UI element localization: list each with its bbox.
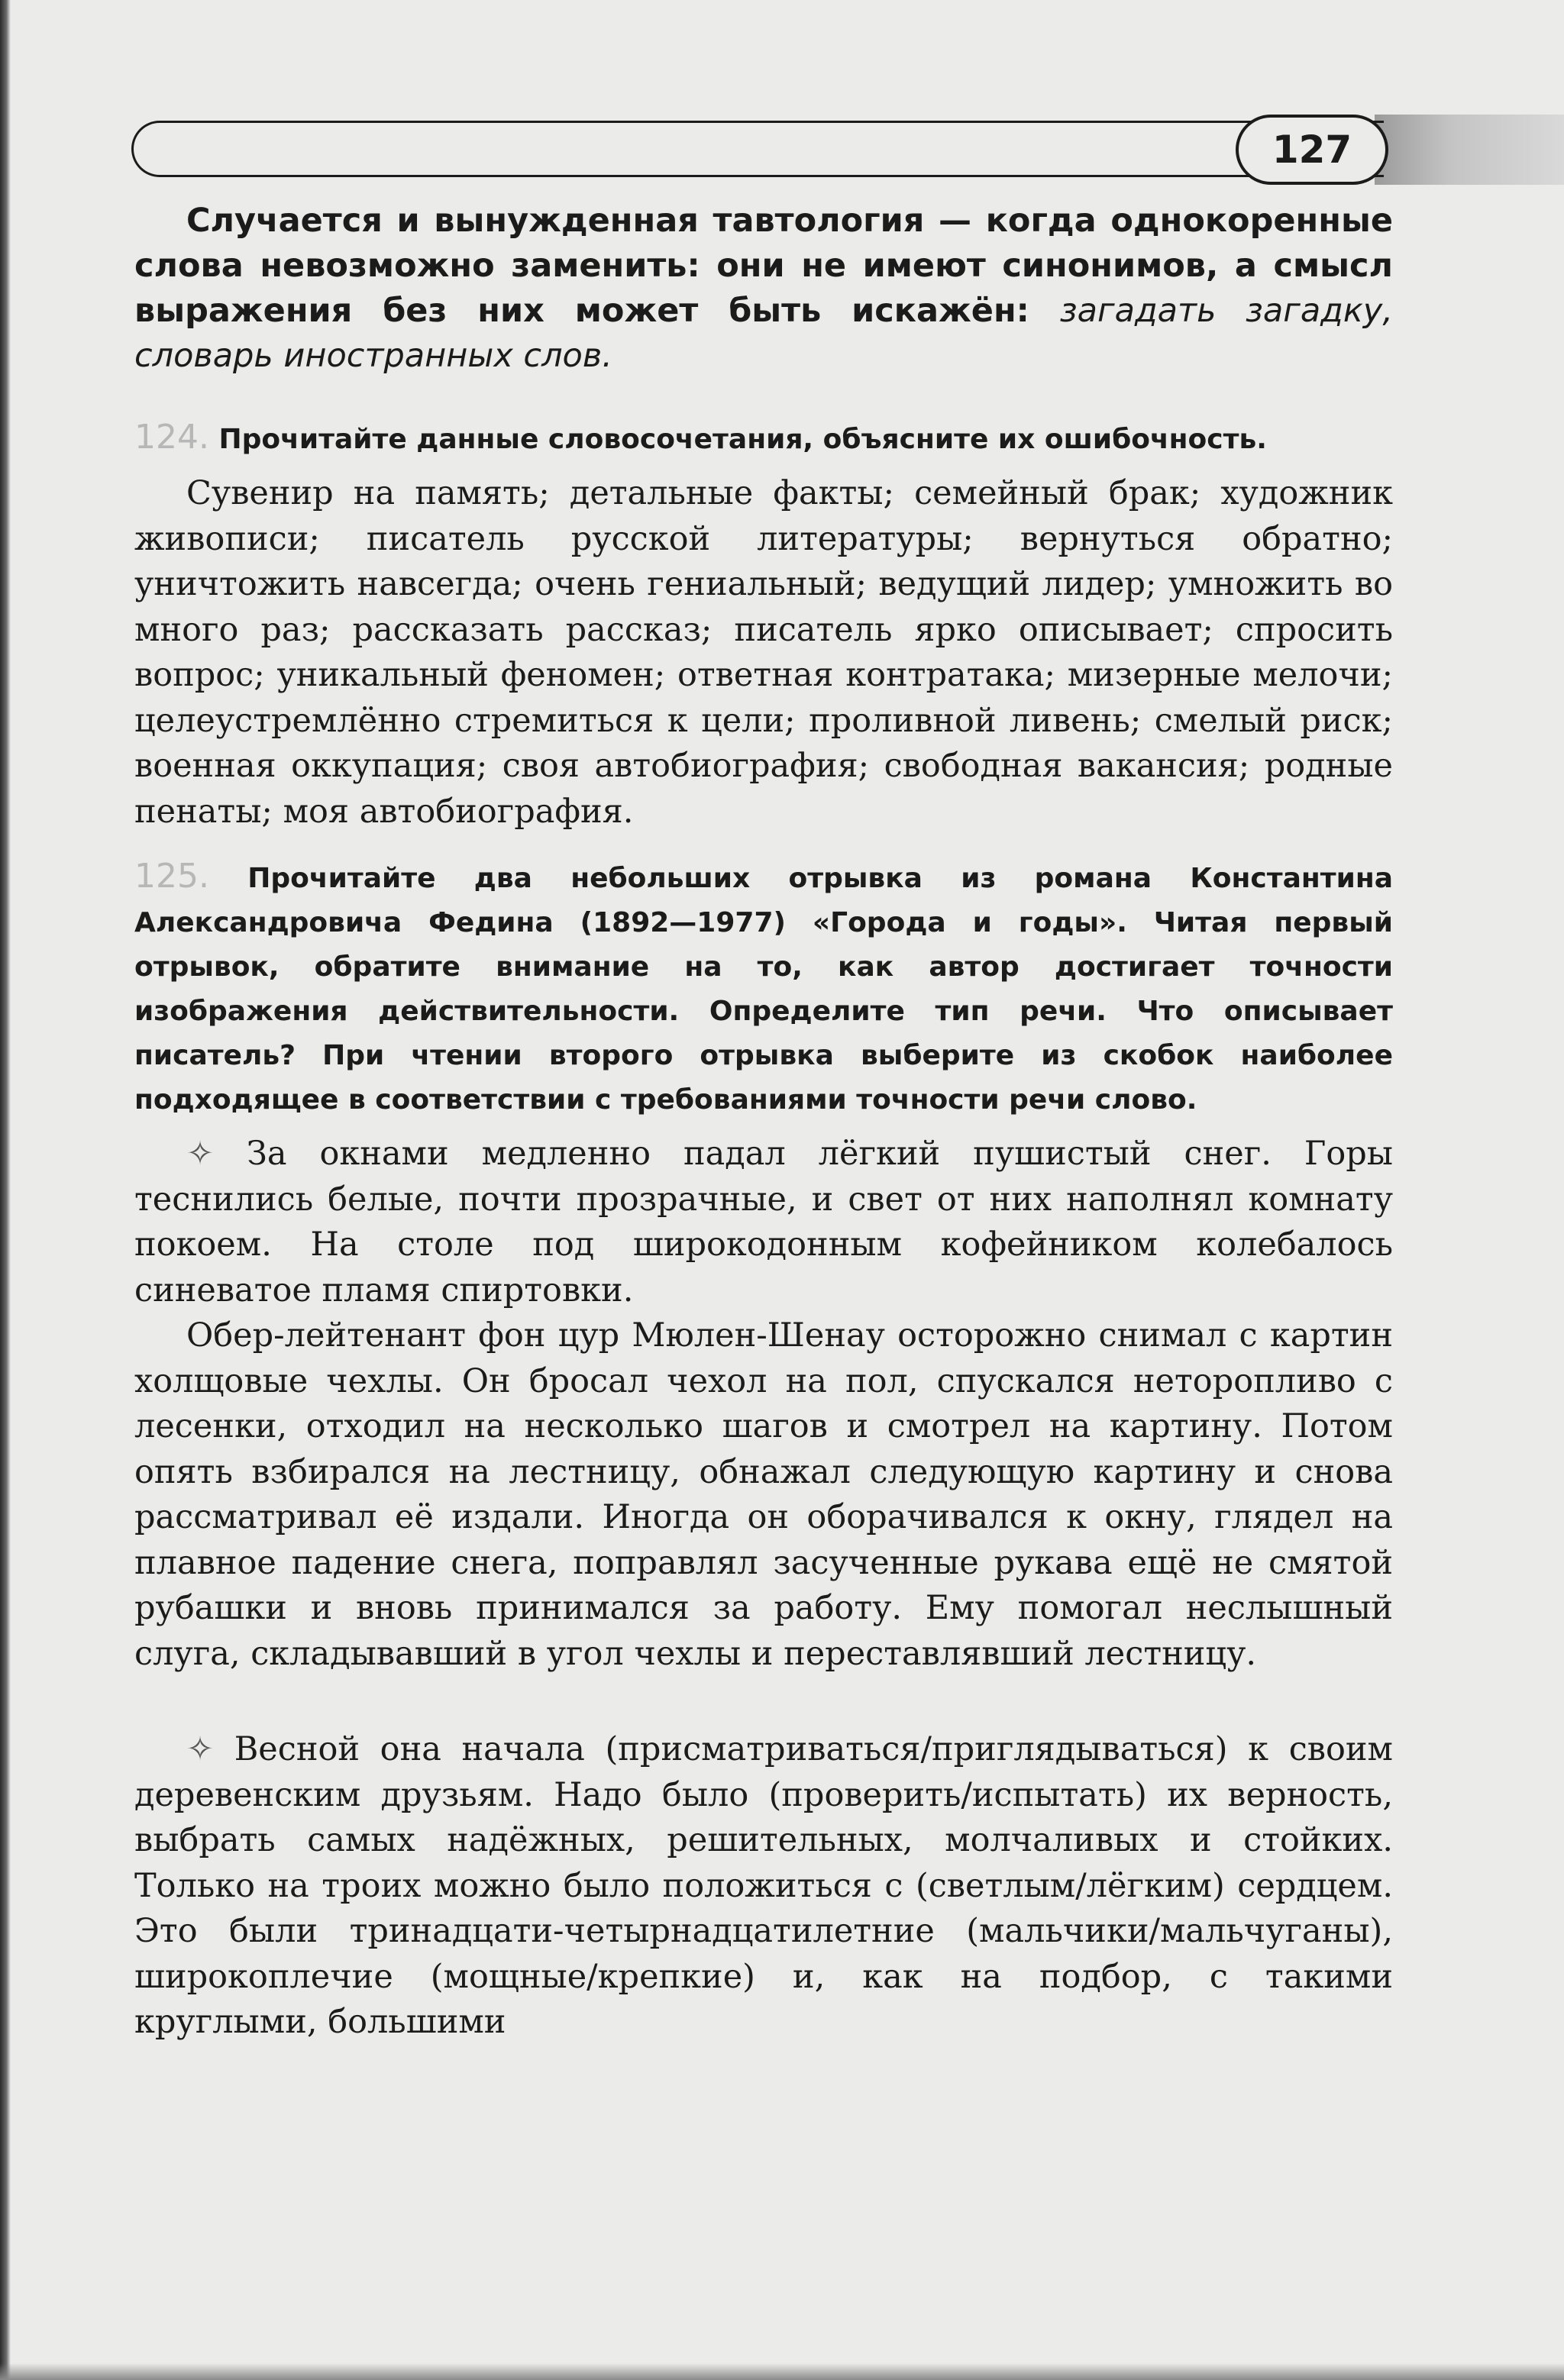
header-shade: [1375, 115, 1564, 185]
excerpt-marker-icon: ✧: [186, 1135, 215, 1173]
rule-examples: загадать загадку, словарь иностранных слов.: [134, 292, 1393, 375]
excerpt-2-paragraph: [134, 1727, 1393, 2046]
exercise-124-text: Сувенир на память; детальные факты; семейный брак; художник живописи; писатель русской литературы; вернуться обратно; уничтожить навсегда; очень гениальный; ведущий лидер; умножить во много раз; рассказать рассказ; писатель ярко описывает; спросить вопрос; уникальный феномен; ответная контратака; мизерные мелочи; целеустремлённо стремиться к цели; проливной ливень; смелый риск; военная оккупация; своя автобиография; свободная вакансия; родные пенаты; моя автобиография.: [134, 474, 1393, 831]
exercise-124-task: [134, 415, 1393, 462]
exercise-125-number: 125.: [134, 857, 209, 896]
page-bottom-edge: [0, 2363, 1564, 2380]
exercise-124-task-text: Прочитайте данные словосочетания, объясните их ошибочность.: [218, 424, 1267, 455]
exercise-125-task-text: Прочитайте два небольших отрывка из романа Константина Александровича Федина (1892—1977) «Города и годы». Читая первый отрывок, обратите внимание на то, как автор достигает точности изображения действительности. Определите тип речи. Что описывает писатель? При чтении второго отрывка выберите из скобок наиболее подходящее в соответствии с требованиями точности речи слово.: [134, 863, 1393, 1116]
excerpt-marker-icon: ✧: [186, 1730, 215, 1768]
excerpt-1-paragraph-1: [134, 1132, 1393, 1313]
rule-paragraph: [134, 199, 1393, 379]
excerpt-1-paragraph-1-text: За окнами медленно падал лёгкий пушистый снег. Горы теснились белые, почти прозрачные, и свет от них наполнял комнату покоем. На столе под широкодонным кофейником колебалось синеватое пламя спиртовки.: [134, 1135, 1393, 1309]
exercise-125-task: [134, 854, 1393, 1122]
running-header-bar: [131, 121, 1384, 177]
exercise-124-number: 124.: [134, 418, 209, 457]
page-content: [134, 199, 1393, 2046]
page-number: 127: [1236, 115, 1388, 185]
rule-bold-text: Случается и вынужденная тавтология — когда однокоренные слова невозможно заменить: они не имеют синонимов, а смысл выражения без них может быть искажён:: [134, 202, 1393, 330]
excerpt-1-paragraph-2: Обер-лейтенант фон цур Мюлен-Шенау осторожно снимал с картин холщовые чехлы. Он бросал чехол на пол, спускался неторопливо с лесенки, отходил на несколько шагов и смотрел на картину. Потом опять взбирался на лестницу, обнажал следующую картину и снова рассматривал её издали. Иногда он оборачивался к окну, глядел на плавное падение снега, поправлял засученные рукава ещё не смятой рубашки и вновь принимался за работу. Ему помогал неслышный слуга, складывавший в угол чехлы и переставлявший лестницу.: [134, 1316, 1393, 1673]
excerpt-2-paragraph-text: Весной она начала (присматриваться/приглядываться) к своим деревенским друзьям. Надо было (проверить/испытать) их верность, выбрать самых надёжных, решительных, молчаливых и стойких. Только на троих можно было положиться с (светлым/лёгким) сердцем. Это были тринадцати-четырнадцатилетние (мальчики/мальчуганы), широкоплечие (мощные/крепкие) и, как на подбор, с такими круглыми, большими: [134, 1730, 1393, 2041]
page-left-edge: [0, 0, 11, 2380]
